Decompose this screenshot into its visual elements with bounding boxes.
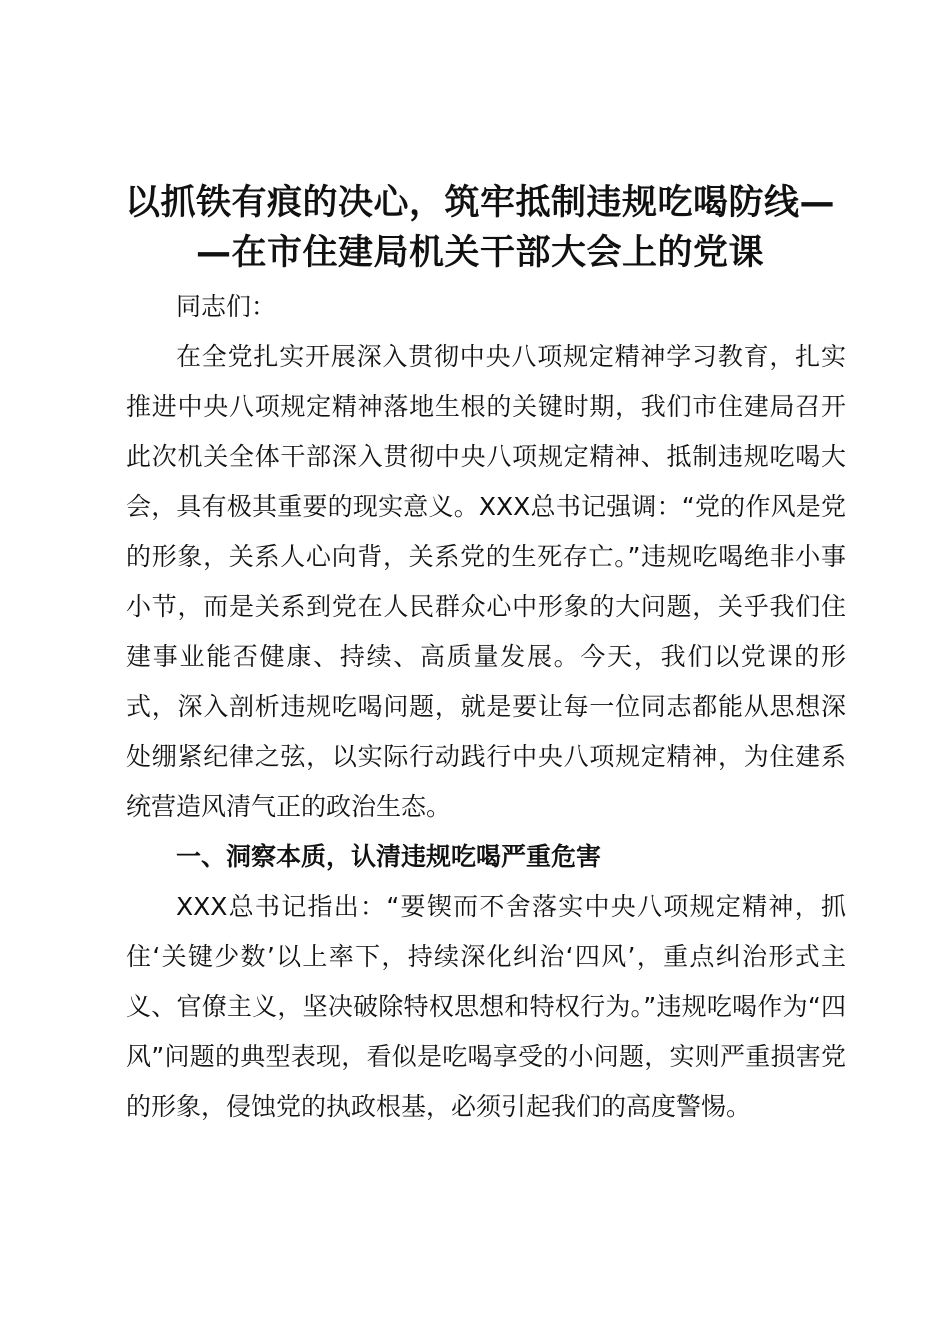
section-1-paragraph: XXX总书记指出：“要锲而不舍落实中央八项规定精神，抓住‘关键少数’以上率下，持续深化纠治‘四风’，重点纠治形式主义、官僚主义，坚决破除特权思想和特权行为。”违规吃喝作为“四风”问题的典型表现，看似是吃喝享受的小问题，实则严重损害党的形象，侵蚀党的执政根基，必须引起我们的高度警惕。 xyxy=(126,892,846,1121)
title-line-2: —在市住建局机关干部大会上的党课 xyxy=(195,233,764,273)
document-title xyxy=(120,178,840,278)
greeting: 同志们： xyxy=(176,292,277,321)
document-body xyxy=(126,282,846,1132)
intro-paragraph: 在全党扎实开展深入贯彻中央八项规定精神学习教育，扎实推进中央八项规定精神落地生根的关键时期，我们市住建局召开此次机关全体干部深入贯彻中央八项规定精神、抵制违规吃喝大会，具有极其重要的现实意义。XXX总书记强调：“党的作风是党的形象，关系人心向背，关系党的生死存亡。”违规吃喝绝非小事小节，而是关系到党在人民群众心中形象的大问题，关乎我们住建事业能否健康、持续、高质量发展。今天，我们以党课的形式，深入剖析违规吃喝问题，就是要让每一位同志都能从思想深处绷紧纪律之弦，以实际行动践行中央八项规定精神，为住建系统营造风清气正的政治生态。 xyxy=(126,342,846,821)
title-line-1: 以抓铁有痕的决心，筑牢抵制违规吃喝防线— xyxy=(124,183,835,223)
section-1-heading: 一、洞察本质，认清违规吃喝严重危害 xyxy=(176,842,602,871)
